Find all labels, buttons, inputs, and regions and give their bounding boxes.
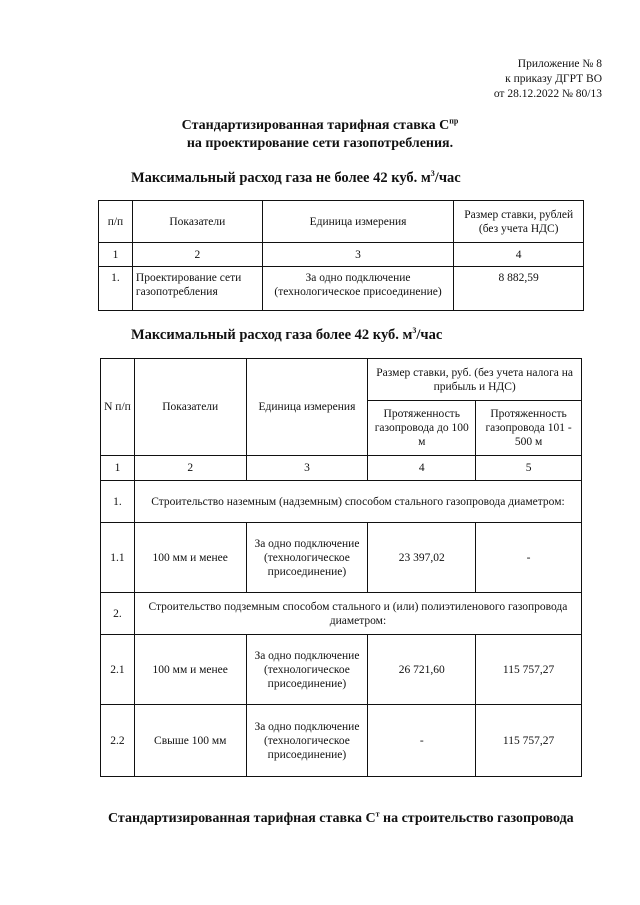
table-small-consumption bbox=[98, 200, 584, 311]
col-number: 1 bbox=[101, 456, 135, 481]
row-indicator: 100 мм и менее bbox=[134, 635, 246, 705]
group-num: 2. bbox=[101, 593, 135, 635]
row-indicator: 100 мм и менее bbox=[134, 523, 246, 593]
section1-heading: Максимальный расход газа не более 42 куб. $м^3$/час bbox=[131, 169, 461, 186]
row-rate: 8 882,59 bbox=[454, 267, 584, 311]
header-num: п/п bbox=[99, 201, 133, 243]
table-number-row bbox=[101, 456, 582, 481]
col-number: 1 bbox=[99, 243, 133, 267]
table-row bbox=[101, 635, 582, 705]
row-unit: За одно подключение (технологическое присоединение) bbox=[246, 705, 368, 777]
header-unit: Единица измерения bbox=[262, 201, 454, 243]
header-indicator: Показатели bbox=[132, 201, 262, 243]
appendix-line-3: от 28.12.2022 № 80/13 bbox=[493, 88, 602, 100]
row-num: 2.2 bbox=[101, 705, 135, 777]
title-superscript: пр bbox=[449, 116, 459, 126]
title-line-1: Стандартизированная тарифная ставка $С^{пр}$ bbox=[181, 116, 459, 133]
appendix-line-1: Приложение № 8 bbox=[517, 58, 602, 70]
row-unit: За одно подключение (технологическое присоединение) bbox=[246, 635, 368, 705]
row-num: 1. bbox=[99, 267, 133, 311]
bottom-heading: Стандартизированная тарифная ставка $С^т$ на строительство газопровода bbox=[108, 809, 574, 826]
header-rate: Размер ставки, руб. (без учета налога на прибыль и НДС) bbox=[368, 359, 582, 401]
row-rate-500: 115 757,27 bbox=[476, 635, 582, 705]
table-row bbox=[101, 523, 582, 593]
col-number: 3 bbox=[262, 243, 454, 267]
table-number-row bbox=[99, 243, 584, 267]
title-line-2: на проектирование сети газопотребления. bbox=[186, 136, 454, 151]
col-number: 2 bbox=[132, 243, 262, 267]
row-unit: За одно подключение (технологическое присоединение) bbox=[262, 267, 454, 311]
col-number: 3 bbox=[246, 456, 368, 481]
row-num: 1.1 bbox=[101, 523, 135, 593]
appendix-line-2: к приказу ДГРТ ВО bbox=[505, 73, 602, 85]
col-number: 4 bbox=[454, 243, 584, 267]
group-text: Строительство подземным способом стального и (или) полиэтиленового газопровода диаметром: bbox=[134, 593, 581, 635]
row-rate-500: 115 757,27 bbox=[476, 705, 582, 777]
row-rate-100: - bbox=[368, 705, 476, 777]
table-header-row bbox=[99, 201, 584, 243]
row-num: 2.1 bbox=[101, 635, 135, 705]
header-length-500: Протяженность газопровода 101 - 500 м bbox=[476, 401, 582, 456]
header-rate: Размер ставки, рублей (без учета НДС) bbox=[454, 201, 584, 243]
col-number: 4 bbox=[368, 456, 476, 481]
header-length-100: Протяженность газопровода до 100 м bbox=[368, 401, 476, 456]
row-rate-100: 23 397,02 bbox=[368, 523, 476, 593]
header-num: N п/п bbox=[101, 359, 135, 456]
row-rate-100: 26 721,60 bbox=[368, 635, 476, 705]
table-group-row bbox=[101, 481, 582, 523]
appendix-header bbox=[494, 57, 602, 102]
header-unit: Единица измерения bbox=[246, 359, 368, 456]
col-number: 2 bbox=[134, 456, 246, 481]
row-indicator: Свыше 100 мм bbox=[134, 705, 246, 777]
header-indicator: Показатели bbox=[134, 359, 246, 456]
row-rate-500: - bbox=[476, 523, 582, 593]
row-unit: За одно подключение (технологическое присоединение) bbox=[246, 523, 368, 593]
document-title bbox=[0, 117, 640, 153]
table-large-consumption bbox=[100, 358, 582, 777]
table-header-row bbox=[101, 359, 582, 401]
table-group-row bbox=[101, 593, 582, 635]
section2-heading: Максимальный расход газа более 42 куб. $м^3$/час bbox=[131, 326, 443, 343]
table-row bbox=[99, 267, 584, 311]
table-row bbox=[101, 705, 582, 777]
col-number: 5 bbox=[476, 456, 582, 481]
group-text: Строительство наземным (надземным) способом стального газопровода диаметром: bbox=[134, 481, 581, 523]
row-indicator: Проектирование сети газопотребления bbox=[132, 267, 262, 311]
group-num: 1. bbox=[101, 481, 135, 523]
